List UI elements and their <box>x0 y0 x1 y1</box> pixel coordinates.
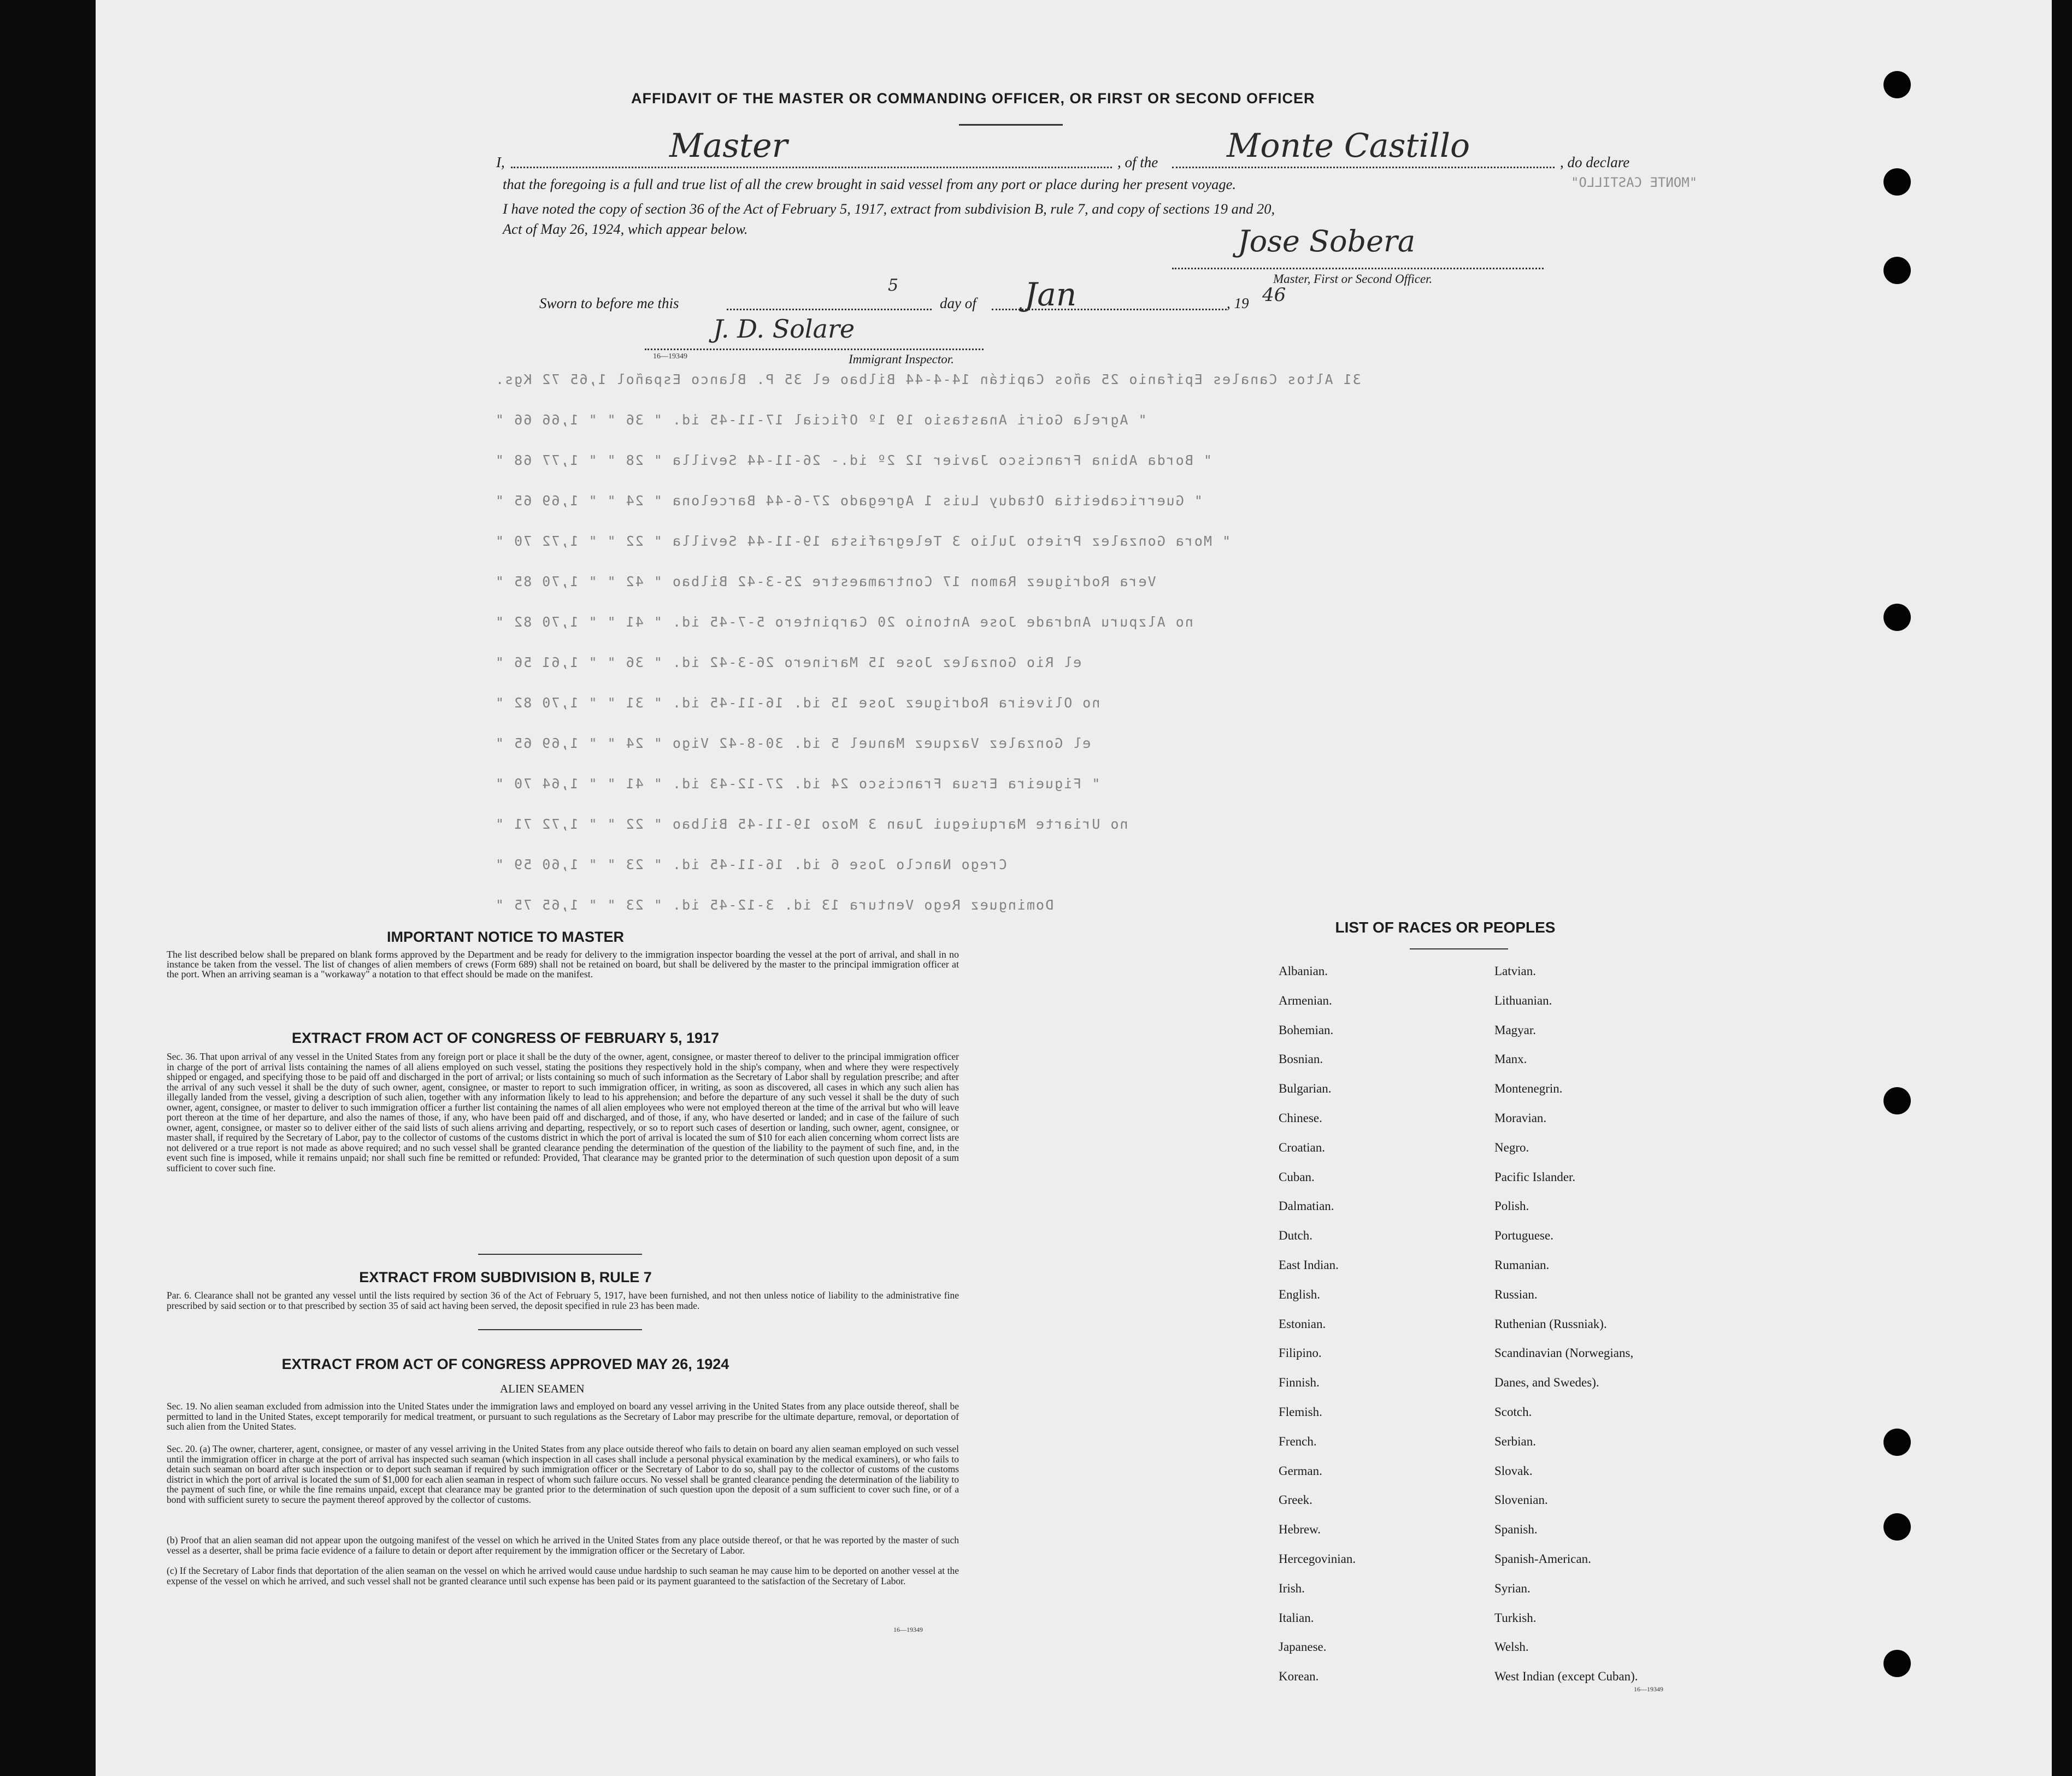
punch-hole <box>1883 1513 1911 1541</box>
sec-20b-text: (b) Proof that an alien seaman did not appear upon the outgoing manifest of the vessel on which he arrived in the United States from any place outside thereof, or that he was reported by the master of such vessel as a deserter, shall be prima facie evidence of a failure to detain or deport after requirement by the immigration officer or the Secretary of Labor. <box>167 1535 959 1556</box>
rule-divider <box>478 1329 642 1330</box>
race-entry: Hebrew. <box>1279 1523 1321 1537</box>
race-entry: Dutch. <box>1279 1229 1312 1243</box>
race-entry: Danes, and Swedes). <box>1494 1376 1599 1390</box>
punch-hole <box>1883 168 1911 196</box>
bleed-crew-row: no Oliveira Rodriguez Jose 15 id. 16-11-45 id. " 31 " " 1,70 82 " <box>495 695 1100 711</box>
bleed-crew-row: " Figueira Ersua Francisco 24 id. 27-12-43 id. " 41 " " 1,64 70 " <box>495 776 1100 792</box>
bleed-crew-row: " Guerricabeitia Otaduy Luis 1 Agregado 27-6-44 Barcelona " 24 " " 1,69 65 " <box>495 493 1203 509</box>
race-entry: Scotch. <box>1494 1405 1532 1419</box>
punch-hole <box>1883 604 1911 631</box>
race-entry: Negro. <box>1494 1140 1529 1154</box>
bleed-crew-row: " Borda Abina Francisco Javier 12 2º id.- 26-11-44 Sevilla " 28 " " 1,77 68 " <box>495 452 1212 468</box>
bleed-crew-row: el Gonzalez Vazquez Manuel 5 id. 30-8-42 Vigo " 24 " " 1,69 65 " <box>495 735 1091 751</box>
race-entry: Estonian. <box>1279 1317 1326 1331</box>
day-field <box>727 309 932 310</box>
punch-hole <box>1883 1087 1911 1114</box>
statement-line-3: Act of May 26, 1924, which appear below. <box>503 221 748 237</box>
races-form-number: 16—19349 <box>1634 1685 1663 1693</box>
race-entry: Hercegovinian. <box>1279 1552 1356 1566</box>
notice-text: The list described below shall be prepared on blank forms approved by the Department and be ready for delivery to the immigration inspector boarding the vessel at the port of arrival, and shall in no instance be taken from the vessel. The list of changes of alien members of crews (Form 689) shall not be retained on board, but shall be delivered by the master to the principal immigration officer at the port. When an arriving seaman is a "workaway" a notation to that effect should be made on the manifest. <box>167 949 959 980</box>
race-entry: Italian. <box>1279 1610 1314 1625</box>
race-entry: Polish. <box>1494 1199 1529 1213</box>
race-entry: Flemish. <box>1279 1405 1322 1419</box>
inspector-caption: Immigrant Inspector. <box>849 352 954 366</box>
race-entry: English. <box>1279 1287 1321 1301</box>
inspector-signature: J. D. Solare <box>713 314 855 344</box>
vessel-field <box>1172 167 1555 168</box>
rule-divider <box>478 1254 642 1255</box>
signature: Jose Sobera <box>1238 224 1416 258</box>
race-entry: French. <box>1279 1434 1317 1448</box>
bleed-crew-row: Vera Rodriguez Ramon 17 Contramaestre 25-3-42 Bilbao " 42 " " 1,70 85 " <box>495 574 1156 589</box>
race-entry: Japanese. <box>1279 1640 1327 1654</box>
extract-form-number: 16—19349 <box>893 1626 923 1633</box>
race-entry: Syrian. <box>1494 1581 1531 1595</box>
punch-hole <box>1883 1429 1911 1456</box>
race-entry: Dalmatian. <box>1279 1199 1334 1213</box>
race-entry: Magyar. <box>1494 1023 1537 1037</box>
races-title-rule <box>1410 948 1508 949</box>
race-entry: Chinese. <box>1279 1111 1322 1125</box>
bleed-crew-row: no Alzpuru Andrade Jose Antonio 20 Carpintero 5-7-45 id. " 41 " " 1,70 82 " <box>495 614 1193 630</box>
race-entry: Bohemian. <box>1279 1023 1334 1037</box>
bleed-crew-row: no Uriarte Marquiegui Juan 3 Mozo 19-11-45 Bilbao " 22 " " 1,72 71 " <box>495 816 1128 832</box>
month-handwriting: Jan <box>1025 276 1077 313</box>
day-handwriting: 5 <box>888 276 899 295</box>
race-entry: Montenegrin. <box>1494 1082 1563 1096</box>
race-entry: Spanish-American. <box>1494 1552 1591 1566</box>
race-entry: Irish. <box>1279 1581 1305 1595</box>
race-entry: East Indian. <box>1279 1258 1339 1272</box>
race-entry: Finnish. <box>1279 1376 1320 1390</box>
bleed-crew-row: Dominguez Rego Ventura 13 id. 3-12-45 id. " 23 " " 1,65 75 " <box>495 897 1054 913</box>
race-entry: Russian. <box>1494 1287 1538 1301</box>
vessel-handwriting: Monte Castillo <box>1227 127 1470 165</box>
race-entry: Scandinavian (Norwegians, <box>1494 1346 1634 1360</box>
extract-1917-text: Sec. 36. That upon arrival of any vessel in the United States from any foreign port or place it shall be the duty of the owner, agent, consignee, or master thereof to deliver to the principal immigration officer in charge of the port of arrival lists containing the names of all aliens employed on such vessel, stating the positions they respectively hold in the ship's company, when and where they were respectively shipped or engaged, and specifying those to be paid off and discharged in the port of arrival; or lists containing so much of such information as the Secretary of Labor shall by regulation prescribe; and after the arrival of any such vessel it shall be the duty of such owner, agent, consignee, or master to report to such immigration officer, in writing, as soon as discovered, all cases in which any such alien has illegally landed from the vessel, giving a description of such alien, together with any information likely to lead to his apprehension; and before the departure of any such vessel it shall be the duty of such owner, agent, consignee, or master to deliver to such immigration officer a further list containing the names of all alien employees who were not employed thereon at the time of the arrival but who will leave port thereon at the time of her departure, and also the names of those, if any, who have been paid off and discharged, and of those, if any, who have deserted or landed; and in case of the failure of such owner, agent, consignee, or master so to deliver either of the said lists of such aliens arriving and departing, respectively, or so to report such cases of desertion or landing, such owner, agent, consignee, or master shall, if required by the Secretary of Labor, pay to the collector of customs of the customs district in which the port of arrival is located the sum of $10 for each alien concerning whom correct lists are not delivered or a true report is not made as above required; and no such vessel shall be granted clearance pending the determination of the question of the liability to the payment of such fine, and, in the event such fine is imposed, while it remains unpaid; nor shall such fine be remitted or refunded: Provided, That clearance may be granted prior to the determination of such question upon deposit of a sum sufficient to cover such fine. <box>167 1051 959 1173</box>
inspector-form-number: 16—19349 <box>653 352 687 361</box>
punch-hole <box>1883 257 1911 284</box>
extract-rule7-title: EXTRACT FROM SUBDIVISION B, RULE 7 <box>359 1269 652 1285</box>
race-entry: Latvian. <box>1494 964 1536 978</box>
sec-20c-text: (c) If the Secretary of Labor finds that deportation of the alien seaman on the vessel on which he arrived would cause undue hardship to such seaman he may cause him to be deported on another vessel at the expense of the vessel on which he arrived, and such vessel shall not be granted clearance until such expense has been paid or its payment guaranteed to the satisfaction of the Secretary of Labor. <box>167 1565 959 1586</box>
affidavit-title: AFFIDAVIT OF THE MASTER OR COMMANDING OFFICER, OR FIRST OR SECOND OFFICER <box>631 90 1315 107</box>
statement-line-2: I have noted the copy of section 36 of the Act of February 5, 1917, extract from subdivision B, rule 7, and copy of sections 19 and 20, <box>503 200 1275 217</box>
race-entry: Bosnian. <box>1279 1052 1323 1066</box>
inspector-line <box>645 349 984 350</box>
title-rule <box>959 124 1063 126</box>
statement-line-1: that the foregoing is a full and true list of all the crew brought in said vessel from any port or place during her present voyage. <box>503 176 1237 192</box>
race-entry: Ruthenian (Russniak). <box>1494 1317 1607 1331</box>
race-entry: Greek. <box>1279 1493 1312 1507</box>
race-entry: Serbian. <box>1494 1434 1537 1448</box>
manifest-page <box>96 0 2052 1776</box>
bleed-crew-row: " Agrela Goiri Anastasio 19 1º Oficial 17-11-45 id. " 36 " " 1,66 66 " <box>495 412 1147 428</box>
extract-1924-title: EXTRACT FROM ACT OF CONGRESS APPROVED MAY 26, 1924 <box>281 1356 729 1372</box>
race-entry: Rumanian. <box>1494 1258 1550 1272</box>
race-entry: Manx. <box>1494 1052 1527 1066</box>
race-entry: Korean. <box>1279 1669 1319 1684</box>
race-entry: Welsh. <box>1494 1640 1529 1654</box>
bleed-crew-row: el Rio Gonzalez Jose 15 Marinero 26-3-42 id. " 36 " " 1,61 56 " <box>495 654 1082 670</box>
race-entry: Slovenian. <box>1494 1493 1548 1507</box>
day-of-label: day of <box>940 295 976 311</box>
extract-rule7-text: Par. 6. Clearance shall not be granted any vessel until the lists required by section 36 of the Act of February 5, 1917, have been furnished, and not then unless notice of liability to the administrative fine prescribed by said section or to that prescribed by section 35 of said act having been served, the deposit specified in rule 23 has been made. <box>167 1290 959 1311</box>
race-entry: West Indian (except Cuban). <box>1494 1669 1638 1684</box>
bleed-crew-row: " Mora Gonzalez Prieto Julio 3 Telegrafista 19-11-44 Sevilla " 22 " " 1,72 70 " <box>495 533 1231 549</box>
master-handwriting: Master <box>669 127 788 165</box>
race-entry: Armenian. <box>1279 993 1332 1007</box>
race-entry: Bulgarian. <box>1279 1082 1332 1096</box>
year-label: , 19 <box>1227 295 1249 311</box>
sworn-label: Sworn to before me this <box>539 295 679 311</box>
notice-title: IMPORTANT NOTICE TO MASTER <box>387 929 624 945</box>
master-field <box>511 167 1112 168</box>
race-entry: Cuban. <box>1279 1170 1315 1184</box>
signature-line <box>1172 268 1544 269</box>
bleed-vessel-header: "MONTE CASTILLO" <box>1571 175 1698 190</box>
punch-hole <box>1883 71 1911 98</box>
of-the-label: , of the <box>1117 154 1158 170</box>
race-entry: Turkish. <box>1494 1610 1537 1625</box>
race-entry: German. <box>1279 1464 1322 1478</box>
race-entry: Spanish. <box>1494 1523 1538 1537</box>
year-handwriting: 46 <box>1262 284 1286 306</box>
bleed-crew-row: Crego Nanclo Jose 6 id. 16-11-45 id. " 23 " " 1,60 59 " <box>495 857 1007 872</box>
race-entry: Portuguese. <box>1494 1229 1553 1243</box>
race-entry: Moravian. <box>1494 1111 1547 1125</box>
declare-label: , do declare <box>1560 154 1630 170</box>
races-title: LIST OF RACES OR PEOPLES <box>1335 919 1556 936</box>
race-entry: Lithuanian. <box>1494 993 1552 1007</box>
race-entry: Filipino. <box>1279 1346 1322 1360</box>
race-entry: Croatian. <box>1279 1140 1325 1154</box>
sec-19-text: Sec. 19. No alien seaman excluded from admission into the United States under the immigration laws and employed on board any vessel arriving in the United States from any place outside thereof, shall be permitted to land in the United States, except temporarily for medical treatment, or pursuant to such regulations as the Secretary of Labor may prescribe for the ultimate departure, removal, or deportation of such alien from the United States. <box>167 1401 959 1432</box>
race-entry: Pacific Islander. <box>1494 1170 1576 1184</box>
signature-caption: Master, First or Second Officer. <box>1273 272 1433 286</box>
punch-hole <box>1883 1650 1911 1677</box>
alien-seamen-subtitle: ALIEN SEAMEN <box>500 1382 585 1395</box>
sec-20a-text: Sec. 20. (a) The owner, charterer, agent, consignee, or master of any vessel arriving in the United States from any place outside thereof who fails to detain on board any alien seaman employed on such vessel until the immigration officer in charge at the port of arrival has inspected such seaman (which inspection in all cases shall include a personal physical examination by the medical examiners), or who fails to detain such seaman on board after such inspection or to deport such seaman if required by such immigration officer or the Secretary of Labor to do so, shall pay to the collector of customs of the customs district in which the port of arrival is located the sum of $1,000 for each alien seaman in respect of whom such failure occurs. No vessel shall be granted clearance pending the determination of the liability to the payment of such fine, or while the fine remains unpaid, except that clearance may be granted prior to the determination of such question upon the deposit of a sum sufficient to cover such fine, or of a bond with sufficient surety to secure the payment thereof approved by the collector of customs. <box>167 1443 959 1505</box>
race-entry: Albanian. <box>1279 964 1328 978</box>
race-entry: Slovak. <box>1494 1464 1533 1478</box>
bleed-crew-row: 31 Altos Canales Epifanio 25 años Capitán 14-4-44 Bilbao el 35 P. Blanco Español 1,65 72 Kgs. <box>495 371 1361 387</box>
extract-1917-title: EXTRACT FROM ACT OF CONGRESS OF FEBRUARY 5, 1917 <box>291 1030 720 1046</box>
i-label: I, <box>496 154 505 170</box>
